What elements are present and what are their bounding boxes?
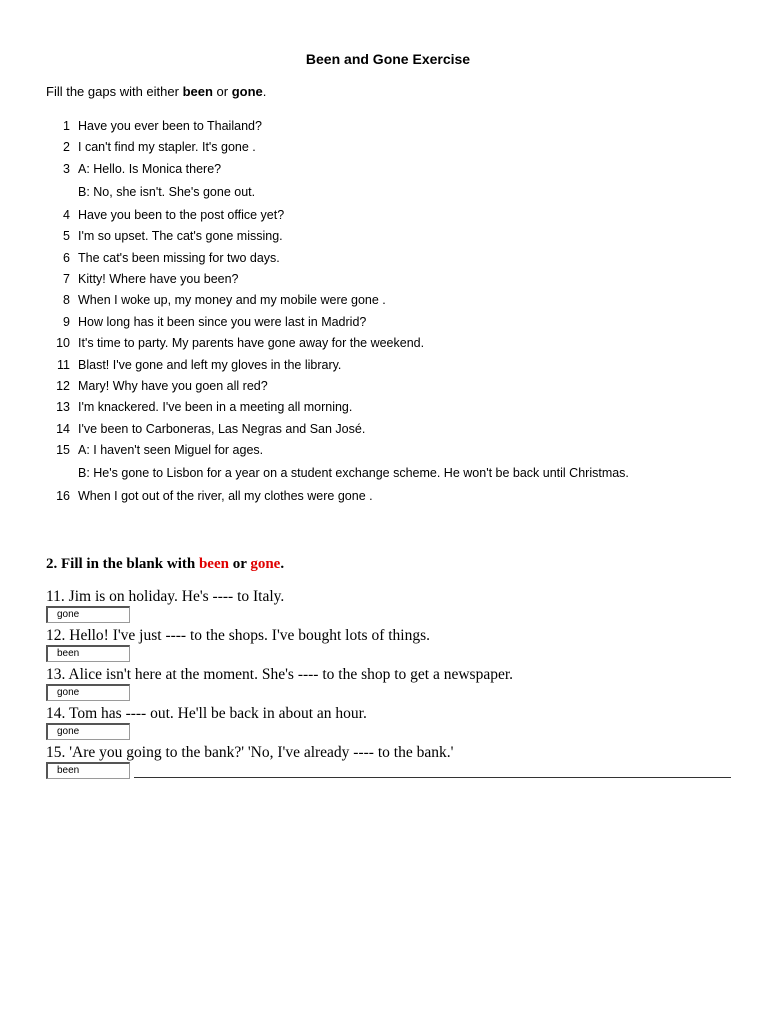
question-text: When I woke up, my money and my mobile were gone . [78,293,386,308]
question-text: Mary! Why have you goen all red? [78,378,268,393]
divider-line [134,777,731,778]
list-item [46,313,746,334]
question-number: 14 [56,421,70,436]
instructions-suffix: . [262,84,267,99]
question-text: I've been to Carboneras, Las Negras and San José. [78,421,366,436]
instructions-middle: or [212,84,232,99]
list-item [46,334,746,355]
answer-input[interactable]: been [46,762,130,779]
question-number: 2 [63,140,70,155]
question-text: Have you been to the post office yet? [78,207,285,222]
question-number: 12 [56,378,70,393]
section-2-heading-suffix: . [280,556,285,572]
question-number: 7 [63,271,70,286]
question-text: B: He's gone to Lisbon for a year on a student exchange scheme. He won't be back until Christmas. [78,466,629,481]
question-number: 10 [56,336,70,351]
list-item [46,227,746,248]
question-number: 15 [56,443,70,458]
question-text: Kitty! Where have you been? [78,271,239,286]
list-item [46,464,746,487]
question-text: When I got out of the river, all my clothes were gone . [78,489,373,504]
fill-in-question: 11. Jim is on holiday. He's ---- to Italy. [46,588,285,605]
instructions-word-been: been [182,84,213,99]
question-text: I'm knackered. I've been in a meeting all morning. [78,400,353,415]
answer-input[interactable]: gone [46,684,130,701]
fill-in-question: 14. Tom has ---- out. He'll be back in about an hour. [46,705,367,722]
question-text: The cat's been missing for two days. [78,250,280,265]
fill-in-item [46,704,736,743]
instructions-prefix: Fill the gaps with either [46,84,183,99]
section-2-heading [46,556,284,573]
question-number: 6 [63,250,70,265]
question-number: 9 [63,314,70,329]
question-number: 13 [56,400,70,415]
list-item [46,270,746,291]
list-item [46,183,746,206]
list-item [46,420,746,441]
question-text: Have you ever been to Thailand? [78,119,262,133]
question-text: B: No, she isn't. She's gone out. [78,184,256,199]
list-item [46,377,746,398]
list-item [46,398,746,419]
question-number: 8 [63,293,70,308]
question-list [46,117,746,508]
fill-in-question: 13. Alice isn't here at the moment. She's ---- to the shop to get a newspaper. [46,666,514,683]
question-text: A: Hello. Is Monica there? [78,161,222,176]
page-title: Been and Gone Exercise [305,51,471,67]
question-text: A: I haven't seen Miguel for ages. [78,443,264,458]
fill-in-item [46,626,736,665]
list-item [46,160,746,183]
section-2-heading-prefix: 2. Fill in the blank with [46,556,199,572]
list-item [46,356,746,377]
question-text: Blast! I've gone and left my gloves in the library. [78,357,342,372]
question-number: 5 [63,229,70,244]
list-item [46,117,746,138]
question-text: I can't find my stapler. It's gone . [78,140,256,155]
list-item [46,206,746,227]
question-number: 11 [57,357,70,372]
answer-input[interactable]: been [46,645,130,662]
list-item [46,291,746,312]
section-2-word-been: been [198,556,229,572]
section-2-word-gone: gone [250,556,281,572]
question-number: 4 [63,207,70,222]
question-number: 1 [63,119,70,133]
answer-input[interactable]: gone [46,606,130,623]
question-text: How long has it been since you were last in Madrid? [78,314,367,329]
fill-in-item [46,665,736,704]
question-number: 16 [56,489,70,504]
fill-in-question: 12. Hello! I've just ---- to the shops. I've bought lots of things. [46,627,430,644]
instructions-word-gone: gone [231,84,263,99]
list-item [46,249,746,270]
list-item [46,138,746,159]
answer-input[interactable]: gone [46,723,130,740]
fill-in-item [46,587,736,626]
question-text: I'm so upset. The cat's gone missing. [78,229,283,244]
fill-in-list [46,587,736,782]
fill-in-question: 15. 'Are you going to the bank?' 'No, I've already ---- to the bank.' [46,744,454,761]
instructions [46,84,266,99]
list-item [46,441,746,464]
section-2-heading-middle: or [228,556,251,572]
list-item [46,487,746,508]
question-number: 3 [63,161,70,176]
question-text: It's time to party. My parents have gone away for the weekend. [78,336,425,351]
